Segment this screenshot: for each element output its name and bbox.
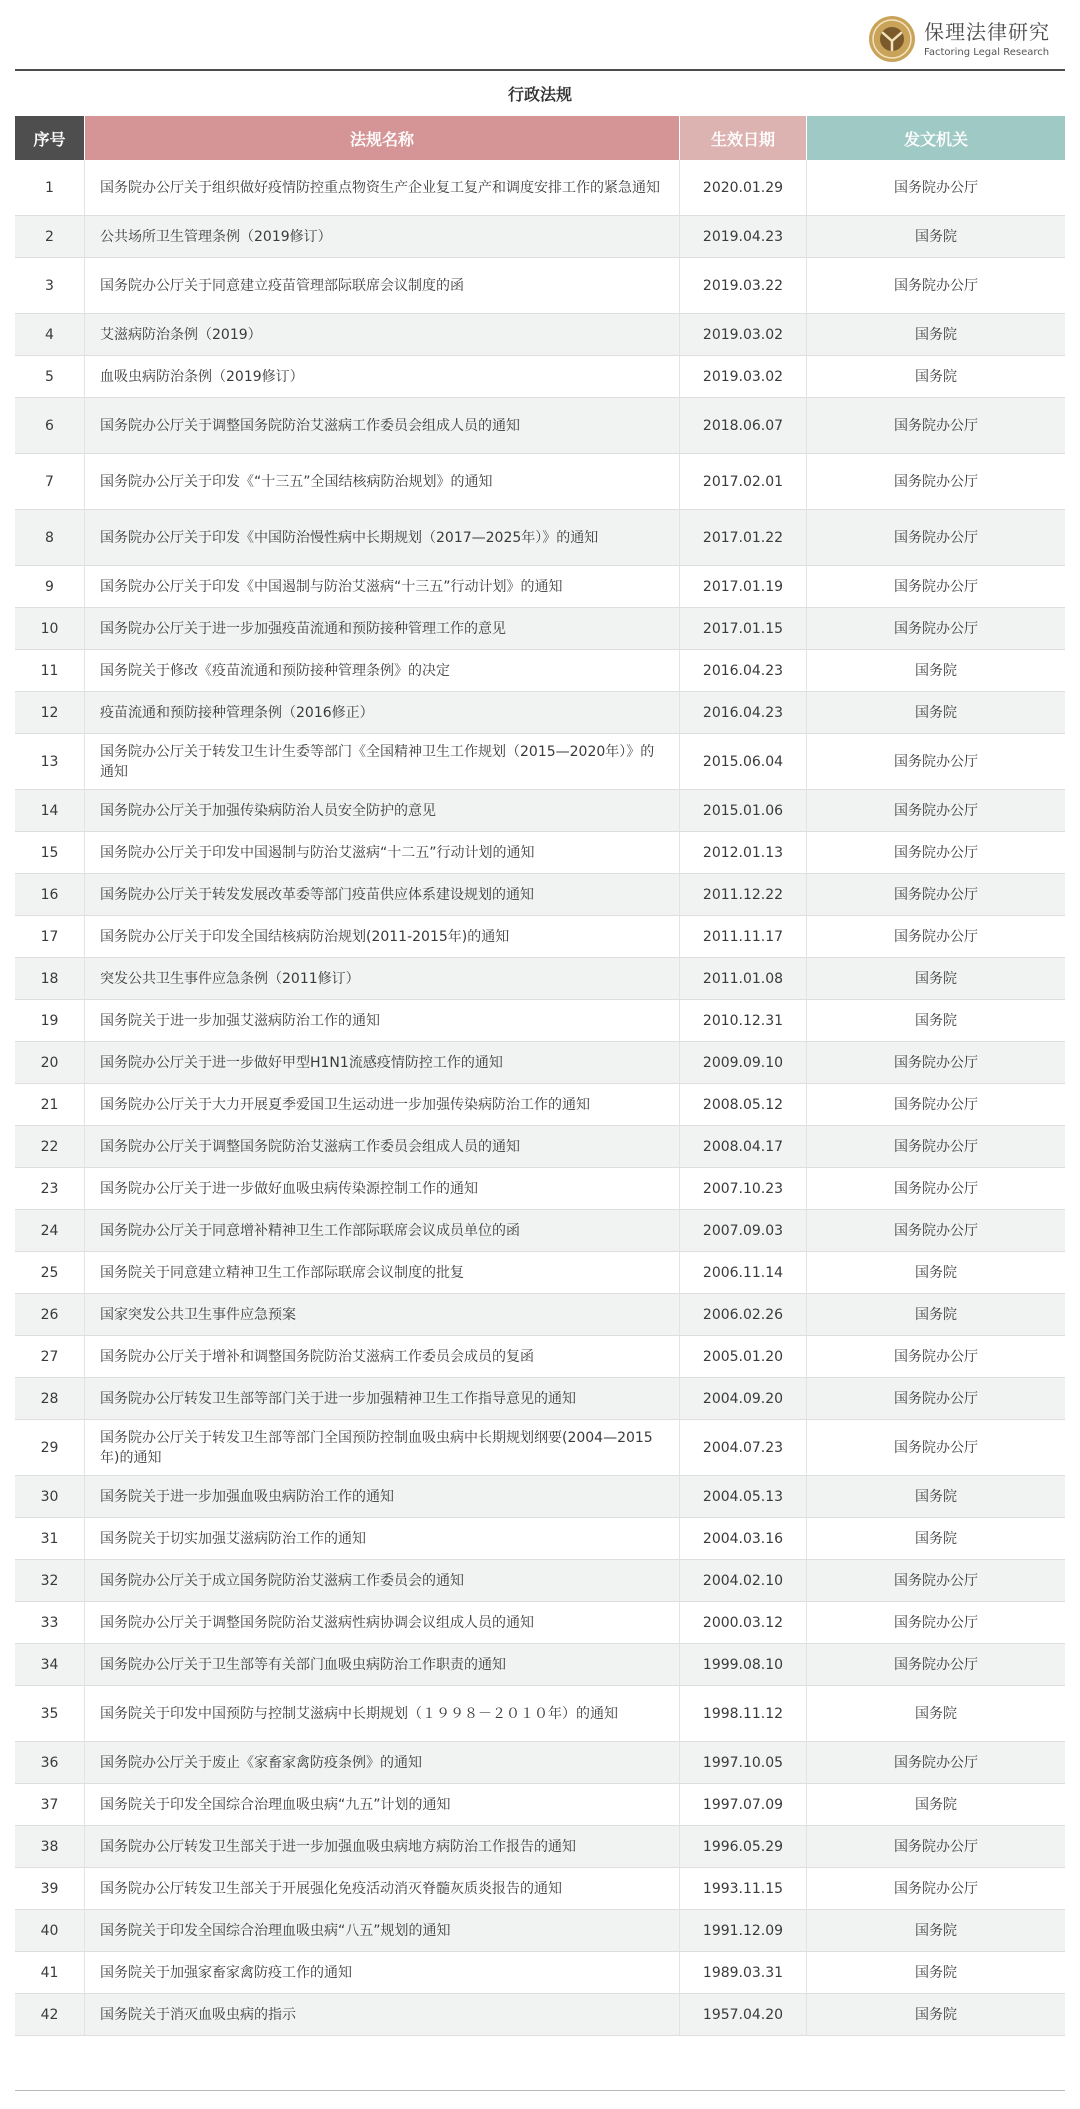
cell-date: 2015.06.04	[680, 734, 807, 789]
cell-date: 1957.04.20	[680, 1994, 807, 2035]
cell-issuer: 国务院	[915, 1306, 957, 1323]
cell-seq: 18	[15, 958, 85, 999]
bottom-divider	[15, 2090, 1065, 2091]
cell-date: 2007.10.23	[680, 1168, 807, 1209]
cell-issuer: 国务院	[915, 326, 957, 343]
cell-name: 国务院办公厅关于进一步加强疫苗流通和预防接种管理工作的意见	[85, 608, 680, 649]
cell-issuer: 国务院办公厅	[894, 1138, 978, 1155]
table-header	[15, 116, 1065, 160]
cell-seq: 29	[15, 1420, 85, 1475]
cell-date: 2011.12.22	[680, 874, 807, 915]
cell-name: 国务院办公厅关于转发卫生部等部门全国预防控制血吸虫病中长期规划纲要(2004—2015年)的通知	[85, 1420, 680, 1475]
cell-seq: 36	[15, 1742, 85, 1783]
cell-issuer: 国务院办公厅	[894, 179, 978, 196]
cell-seq: 26	[15, 1294, 85, 1335]
cell-issuer: 国务院	[915, 1530, 957, 1547]
cell-issuer: 国务院	[915, 368, 957, 385]
header-name: 法规名称	[85, 116, 680, 160]
table-row	[15, 258, 1065, 314]
table-row	[15, 1644, 1065, 1686]
cell-seq: 41	[15, 1952, 85, 1993]
table-row	[15, 1252, 1065, 1294]
cell-date: 2009.09.10	[680, 1042, 807, 1083]
table-row	[15, 398, 1065, 454]
cell-name: 国务院办公厅关于进一步做好血吸虫病传染源控制工作的通知	[85, 1168, 680, 1209]
cell-issuer: 国务院办公厅	[894, 753, 978, 770]
cell-issuer: 国务院办公厅	[894, 1439, 978, 1456]
cell-seq: 12	[15, 692, 85, 733]
cell-seq: 40	[15, 1910, 85, 1951]
cell-name: 国务院关于印发全国综合治理血吸虫病“八五”规划的通知	[85, 1910, 680, 1951]
cell-seq: 31	[15, 1518, 85, 1559]
cell-issuer: 国务院办公厅	[894, 1390, 978, 1407]
cell-date: 2005.01.20	[680, 1336, 807, 1377]
cell-seq: 1	[15, 160, 85, 215]
table-row	[15, 1994, 1065, 2036]
cell-name: 国务院关于进一步加强血吸虫病防治工作的通知	[85, 1476, 680, 1517]
cell-issuer: 国务院办公厅	[894, 844, 978, 861]
table-row	[15, 692, 1065, 734]
table-row	[15, 160, 1065, 216]
brand	[924, 20, 1050, 60]
table-row	[15, 1826, 1065, 1868]
table-row	[15, 1560, 1065, 1602]
cell-date: 2020.01.29	[680, 160, 807, 215]
cell-seq: 4	[15, 314, 85, 355]
cell-name: 国务院办公厅关于转发发展改革委等部门疫苗供应体系建设规划的通知	[85, 874, 680, 915]
table-row	[15, 1420, 1065, 1476]
cell-name: 国务院办公厅关于调整国务院防治艾滋病工作委员会组成人员的通知	[85, 398, 680, 453]
cell-issuer: 国务院	[915, 1796, 957, 1813]
cell-issuer: 国务院	[915, 1012, 957, 1029]
top-divider	[15, 69, 1065, 71]
cell-seq: 17	[15, 916, 85, 957]
cell-name: 突发公共卫生事件应急条例（2011修订）	[85, 958, 680, 999]
cell-seq: 8	[15, 510, 85, 565]
table-row	[15, 1126, 1065, 1168]
cell-issuer: 国务院办公厅	[894, 1222, 978, 1239]
table-row	[15, 1686, 1065, 1742]
table-row	[15, 1336, 1065, 1378]
cell-date: 2006.11.14	[680, 1252, 807, 1293]
cell-seq: 32	[15, 1560, 85, 1601]
table-row	[15, 510, 1065, 566]
header-issuer: 发文机关	[807, 116, 1065, 160]
cell-date: 2008.04.17	[680, 1126, 807, 1167]
cell-date: 2004.05.13	[680, 1476, 807, 1517]
header-date: 生效日期	[680, 116, 807, 160]
cell-name: 国务院关于印发全国综合治理血吸虫病“九五”计划的通知	[85, 1784, 680, 1825]
table-row	[15, 454, 1065, 510]
cell-seq: 23	[15, 1168, 85, 1209]
cell-issuer: 国务院办公厅	[894, 1054, 978, 1071]
cell-issuer: 国务院	[915, 1264, 957, 1281]
cell-issuer: 国务院办公厅	[894, 578, 978, 595]
table-row	[15, 832, 1065, 874]
cell-seq: 25	[15, 1252, 85, 1293]
table-row	[15, 608, 1065, 650]
cell-name: 国务院办公厅关于转发卫生计生委等部门《全国精神卫生工作规划（2015—2020年）》的通知	[85, 734, 680, 789]
cell-seq: 28	[15, 1378, 85, 1419]
cell-name: 血吸虫病防治条例（2019修订）	[85, 356, 680, 397]
cell-date: 2015.01.06	[680, 790, 807, 831]
table-row	[15, 916, 1065, 958]
cell-issuer: 国务院办公厅	[894, 1838, 978, 1855]
table-row	[15, 1000, 1065, 1042]
table-row	[15, 566, 1065, 608]
table-row	[15, 1868, 1065, 1910]
table-body	[15, 160, 1065, 2036]
cell-issuer: 国务院	[915, 1705, 957, 1722]
table-row	[15, 1742, 1065, 1784]
table-row	[15, 1210, 1065, 1252]
cell-date: 2008.05.12	[680, 1084, 807, 1125]
cell-name: 国务院办公厅关于印发中国遏制与防治艾滋病“十二五”行动计划的通知	[85, 832, 680, 873]
cell-issuer: 国务院	[915, 1922, 957, 1939]
cell-seq: 2	[15, 216, 85, 257]
cell-issuer: 国务院办公厅	[894, 1180, 978, 1197]
cell-name: 国务院办公厅关于卫生部等有关部门血吸虫病防治工作职责的通知	[85, 1644, 680, 1685]
cell-name: 公共场所卫生管理条例（2019修订）	[85, 216, 680, 257]
cell-name: 国务院办公厅关于成立国务院防治艾滋病工作委员会的通知	[85, 1560, 680, 1601]
cell-name: 国务院办公厅关于进一步做好甲型H1N1流感疫情防控工作的通知	[85, 1042, 680, 1083]
cell-issuer: 国务院办公厅	[894, 1614, 978, 1631]
cell-name: 国务院办公厅关于加强传染病防治人员安全防护的意见	[85, 790, 680, 831]
cell-date: 2004.07.23	[680, 1420, 807, 1475]
cell-seq: 6	[15, 398, 85, 453]
table-row	[15, 216, 1065, 258]
cell-seq: 19	[15, 1000, 85, 1041]
cell-issuer: 国务院办公厅	[894, 473, 978, 490]
cell-seq: 15	[15, 832, 85, 873]
cell-date: 2016.04.23	[680, 650, 807, 691]
cell-name: 国务院办公厅关于同意建立疫苗管理部际联席会议制度的函	[85, 258, 680, 313]
cell-seq: 13	[15, 734, 85, 789]
table-row	[15, 1518, 1065, 1560]
cell-name: 国务院办公厅转发卫生部关于进一步加强血吸虫病地方病防治工作报告的通知	[85, 1826, 680, 1867]
cell-name: 国务院办公厅关于印发《中国遏制与防治艾滋病“十三五”行动计划》的通知	[85, 566, 680, 607]
cell-name: 国务院办公厅关于调整国务院防治艾滋病工作委员会组成人员的通知	[85, 1126, 680, 1167]
cell-name: 国务院关于同意建立精神卫生工作部际联席会议制度的批复	[85, 1252, 680, 1293]
cell-name: 艾滋病防治条例（2019）	[85, 314, 680, 355]
table-row	[15, 1602, 1065, 1644]
cell-issuer: 国务院办公厅	[894, 1656, 978, 1673]
cell-name: 国务院关于切实加强艾滋病防治工作的通知	[85, 1518, 680, 1559]
table-row	[15, 650, 1065, 692]
cell-name: 国务院关于消灭血吸虫病的指示	[85, 1994, 680, 2035]
cell-seq: 9	[15, 566, 85, 607]
cell-seq: 27	[15, 1336, 85, 1377]
cell-date: 2006.02.26	[680, 1294, 807, 1335]
cell-name: 国务院办公厅关于组织做好疫情防控重点物资生产企业复工复产和调度安排工作的紧急通知	[85, 160, 680, 215]
cell-seq: 39	[15, 1868, 85, 1909]
cell-date: 2000.03.12	[680, 1602, 807, 1643]
page-header	[0, 0, 1080, 70]
cell-date: 2019.03.02	[680, 314, 807, 355]
cell-issuer: 国务院办公厅	[894, 1348, 978, 1365]
table-row	[15, 1042, 1065, 1084]
cell-name: 国务院办公厅关于印发《中国防治慢性病中长期规划（2017—2025年）》的通知	[85, 510, 680, 565]
cell-seq: 22	[15, 1126, 85, 1167]
cell-name: 国务院办公厅关于大力开展夏季爱国卫生运动进一步加强传染病防治工作的通知	[85, 1084, 680, 1125]
cell-issuer: 国务院	[915, 970, 957, 987]
cell-name: 国务院关于加强家畜家禽防疫工作的通知	[85, 1952, 680, 1993]
cell-seq: 20	[15, 1042, 85, 1083]
cell-date: 2016.04.23	[680, 692, 807, 733]
cell-date: 2007.09.03	[680, 1210, 807, 1251]
cell-seq: 37	[15, 1784, 85, 1825]
cell-seq: 35	[15, 1686, 85, 1741]
table-row	[15, 356, 1065, 398]
cell-issuer: 国务院办公厅	[894, 529, 978, 546]
table-row	[15, 874, 1065, 916]
cell-name: 国家突发公共卫生事件应急预案	[85, 1294, 680, 1335]
cell-name: 国务院办公厅关于废止《家畜家禽防疫条例》的通知	[85, 1742, 680, 1783]
table-row	[15, 1784, 1065, 1826]
cell-date: 1989.03.31	[680, 1952, 807, 1993]
cell-date: 1993.11.15	[680, 1868, 807, 1909]
cell-name: 国务院关于修改《疫苗流通和预防接种管理条例》的决定	[85, 650, 680, 691]
cell-date: 2017.01.15	[680, 608, 807, 649]
cell-seq: 21	[15, 1084, 85, 1125]
table-row	[15, 958, 1065, 1000]
cell-date: 1997.10.05	[680, 1742, 807, 1783]
table-row	[15, 1084, 1065, 1126]
cell-seq: 34	[15, 1644, 85, 1685]
cell-date: 2019.03.22	[680, 258, 807, 313]
cell-seq: 14	[15, 790, 85, 831]
cell-date: 2004.02.10	[680, 1560, 807, 1601]
table-row	[15, 1910, 1065, 1952]
cell-seq: 7	[15, 454, 85, 509]
cell-issuer: 国务院办公厅	[894, 928, 978, 945]
cell-date: 2017.01.22	[680, 510, 807, 565]
cell-issuer: 国务院	[915, 704, 957, 721]
cell-date: 2012.01.13	[680, 832, 807, 873]
cell-date: 1997.07.09	[680, 1784, 807, 1825]
cell-date: 2017.01.19	[680, 566, 807, 607]
cell-seq: 5	[15, 356, 85, 397]
cell-date: 2011.01.08	[680, 958, 807, 999]
cell-date: 2019.04.23	[680, 216, 807, 257]
cell-date: 2011.11.17	[680, 916, 807, 957]
cell-issuer: 国务院办公厅	[894, 802, 978, 819]
cell-issuer: 国务院办公厅	[894, 1880, 978, 1897]
round-seal-logo-icon	[868, 15, 916, 63]
cell-issuer: 国务院	[915, 2006, 957, 2023]
cell-date: 2010.12.31	[680, 1000, 807, 1041]
cell-name: 国务院办公厅关于印发《“十三五”全国结核病防治规划》的通知	[85, 454, 680, 509]
cell-name: 国务院办公厅关于印发全国结核病防治规划(2011-2015年)的通知	[85, 916, 680, 957]
cell-seq: 30	[15, 1476, 85, 1517]
cell-issuer: 国务院办公厅	[894, 886, 978, 903]
table-row	[15, 1952, 1065, 1994]
cell-seq: 16	[15, 874, 85, 915]
cell-date: 1991.12.09	[680, 1910, 807, 1951]
cell-date: 1998.11.12	[680, 1686, 807, 1741]
section-title: 行政法规	[507, 85, 572, 104]
table-row	[15, 734, 1065, 790]
regulations-table	[15, 116, 1065, 2036]
cell-date: 2018.06.07	[680, 398, 807, 453]
cell-name: 国务院办公厅转发卫生部等部门关于进一步加强精神卫生工作指导意见的通知	[85, 1378, 680, 1419]
cell-name: 国务院办公厅关于同意增补精神卫生工作部际联席会议成员单位的函	[85, 1210, 680, 1251]
cell-issuer: 国务院	[915, 228, 957, 245]
cell-issuer: 国务院办公厅	[894, 1096, 978, 1113]
cell-name: 国务院办公厅关于调整国务院防治艾滋病性病协调会议组成人员的通知	[85, 1602, 680, 1643]
cell-seq: 24	[15, 1210, 85, 1251]
cell-name: 国务院关于印发中国预防与控制艾滋病中长期规划（１９９８－２０１０年）的通知	[85, 1686, 680, 1741]
cell-date: 1996.05.29	[680, 1826, 807, 1867]
cell-seq: 38	[15, 1826, 85, 1867]
cell-date: 2019.03.02	[680, 356, 807, 397]
cell-seq: 10	[15, 608, 85, 649]
cell-seq: 3	[15, 258, 85, 313]
cell-issuer: 国务院办公厅	[894, 417, 978, 434]
header-seq: 序号	[15, 116, 85, 160]
cell-date: 2017.02.01	[680, 454, 807, 509]
cell-issuer: 国务院办公厅	[894, 1572, 978, 1589]
cell-issuer: 国务院办公厅	[894, 620, 978, 637]
table-row	[15, 790, 1065, 832]
table-row	[15, 1378, 1065, 1420]
cell-seq: 33	[15, 1602, 85, 1643]
cell-issuer: 国务院办公厅	[894, 277, 978, 294]
brand-name-en: Factoring Legal Research	[924, 47, 1050, 58]
table-row	[15, 314, 1065, 356]
cell-seq: 42	[15, 1994, 85, 2035]
cell-issuer: 国务院	[915, 1488, 957, 1505]
brand-name-cn: 保理法律研究	[924, 20, 1050, 44]
cell-name: 国务院办公厅转发卫生部关于开展强化免疫活动消灭脊髓灰质炎报告的通知	[85, 1868, 680, 1909]
cell-issuer: 国务院	[915, 662, 957, 679]
table-row	[15, 1294, 1065, 1336]
cell-name: 疫苗流通和预防接种管理条例（2016修正）	[85, 692, 680, 733]
table-row	[15, 1168, 1065, 1210]
cell-name: 国务院关于进一步加强艾滋病防治工作的通知	[85, 1000, 680, 1041]
table-row	[15, 1476, 1065, 1518]
cell-issuer: 国务院办公厅	[894, 1754, 978, 1771]
cell-date: 1999.08.10	[680, 1644, 807, 1685]
cell-date: 2004.09.20	[680, 1378, 807, 1419]
cell-name: 国务院办公厅关于增补和调整国务院防治艾滋病工作委员会成员的复函	[85, 1336, 680, 1377]
cell-date: 2004.03.16	[680, 1518, 807, 1559]
cell-issuer: 国务院	[915, 1964, 957, 1981]
cell-seq: 11	[15, 650, 85, 691]
